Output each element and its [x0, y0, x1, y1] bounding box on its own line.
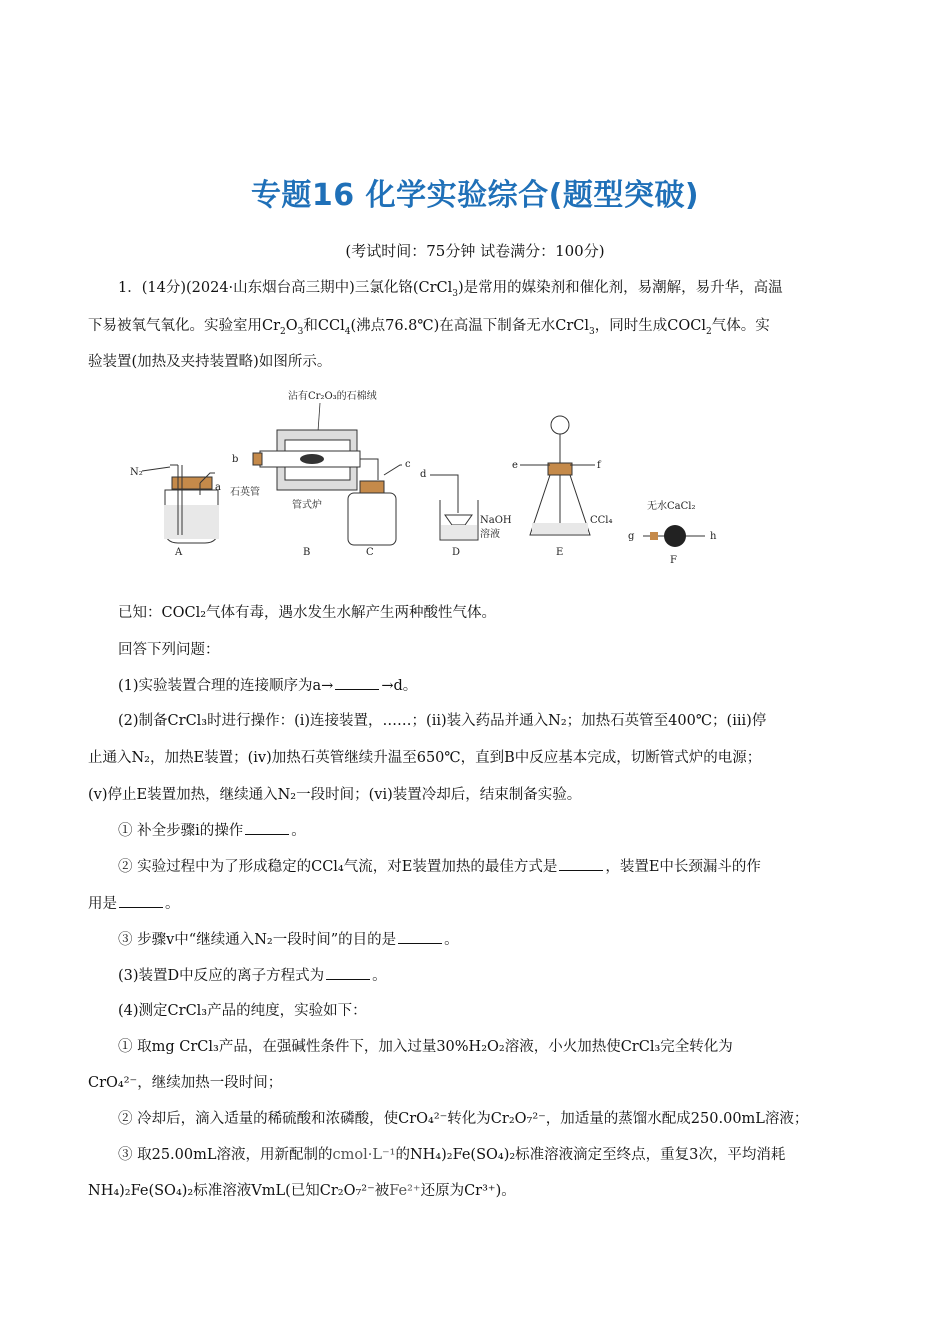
label-naoh: NaOH — [480, 515, 512, 526]
method-step-1-cont: CrO₄²⁻，继续加热一段时间； — [88, 1075, 283, 1091]
label-h: h — [710, 531, 717, 542]
sub-question-4: (4)测定CrCl₃产品的纯度，实验如下： — [118, 1003, 367, 1019]
question-intro-line-2: 下易被氧气氧化。实验室用$Cr_2O_3$和CCl$_4$(沸点76.8℃)在高温下制备无水CrCl$_3$，同时生成COCl$_2$气体。实 — [88, 318, 770, 337]
answer-blank[interactable] — [559, 857, 603, 871]
label-furnace: 管式炉 — [292, 500, 322, 511]
question-intro-line-1: 1．(14分)(2024·山东烟台高三期中)三氯化铬(CrCl$_3$)是常用的媒染剂和催化剂，易潮解，易升华，高温 — [118, 280, 783, 299]
sub-question-2-line-2: 止通入N₂，加热E装置；(iv)加热石英管继续升温至650℃，直到B中反应基本完成，切断管式炉的电源； — [88, 750, 762, 766]
device-e — [512, 416, 613, 558]
label-C: C — [366, 547, 374, 558]
device-a — [130, 465, 221, 558]
answer-prompt: 回答下列问题： — [118, 642, 220, 658]
method-step-3: ③ 取25.00mL溶液，用新配制的cmol·L⁻¹的NH₄)₂Fe(SO₄)₂标准溶液滴定至终点，重复3次，平均消耗 — [118, 1147, 786, 1163]
label-a: a — [215, 482, 221, 493]
sub-question-2-line-1: (2)制备CrCl₃时进行操作：(i)连接装置，……；(ii)装入药品并通入N₂；加热石英管至400℃；(iii)停 — [118, 713, 767, 729]
label-b: b — [232, 454, 239, 465]
answer-blank[interactable] — [335, 676, 379, 690]
sub-question-2-part-2-cont: 用是 。 — [88, 896, 180, 912]
sub-question-2-part-1: ① 补全步骤i的操作 。 — [118, 823, 306, 839]
answer-blank[interactable] — [398, 930, 442, 944]
sub-question-2-part-2: ② 实验过程中为了形成稳定的CCl₄气流，对E装置加热的最佳方式是 ，装置E中长颈漏斗的作 — [118, 859, 761, 875]
label-F: F — [670, 555, 677, 566]
sub-question-3: (3)装置D中反应的离子方程式为 。 — [118, 968, 387, 984]
label-cacl2: 无水CaCl₂ — [647, 501, 696, 512]
device-f — [628, 499, 717, 566]
label-f: f — [597, 460, 601, 471]
exam-info: (考试时间：75分钟 试卷满分：100分) — [345, 242, 605, 260]
known-info: 已知：COCl₂气体有毒，遇水发生水解产生两种酸性气体。 — [118, 605, 497, 621]
label-ccl4: CCl₄ — [590, 515, 613, 526]
label-e: e — [512, 460, 518, 471]
device-b — [230, 430, 378, 558]
label-quartz: 石英管 — [230, 487, 260, 498]
label-c: c — [405, 459, 411, 470]
label-d: d — [420, 469, 427, 480]
method-step-2: ② 冷却后，滴入适量的稀硫酸和浓磷酸，使CrO₄²⁻转化为Cr₂O₇²⁻，加适量的蒸馏水配成250.00mL溶液； — [118, 1111, 809, 1127]
label-E: E — [556, 547, 564, 558]
label-n2: N₂ — [130, 467, 143, 478]
label-naoh-solution: 溶液 — [480, 529, 500, 540]
method-step-3-cont: NH₄)₂Fe(SO₄)₂标准溶液VmL(已知Cr₂O₇²⁻被Fe²⁺还原为Cr³⁺)。 — [88, 1183, 516, 1199]
label-top: 沾有Cr₂O₃的石棉绒 — [288, 391, 377, 402]
sub-question-1: (1)实验装置合理的连接顺序为a→ →d。 — [118, 678, 418, 694]
sub-question-2-line-3: (v)停止E装置加热，继续通入N₂一段时间；(vi)装置冷却后，结束制备实验。 — [88, 787, 582, 803]
page-title: 专题16 化学实验综合(题型突破) — [250, 178, 700, 213]
label-B: B — [303, 547, 311, 558]
sub-question-2-part-3: ③ 步骤v中“继续通入N₂一段时间”的目的是 。 — [118, 932, 459, 948]
method-step-1: ① 取mg CrCl₃产品，在强碱性条件下，加入过量30%H₂O₂溶液，小火加热使CrCl₃完全转化为 — [118, 1039, 733, 1055]
device-d — [420, 469, 512, 558]
label-A: A — [175, 547, 183, 558]
question-intro-line-3: 验装置(加热及夹持装置略)如图所示。 — [88, 354, 332, 370]
answer-blank[interactable] — [245, 821, 289, 835]
answer-blank[interactable] — [326, 966, 370, 980]
label-D: D — [452, 547, 461, 558]
answer-blank[interactable] — [119, 894, 163, 908]
apparatus-diagram — [120, 385, 720, 570]
label-g: g — [628, 531, 635, 542]
